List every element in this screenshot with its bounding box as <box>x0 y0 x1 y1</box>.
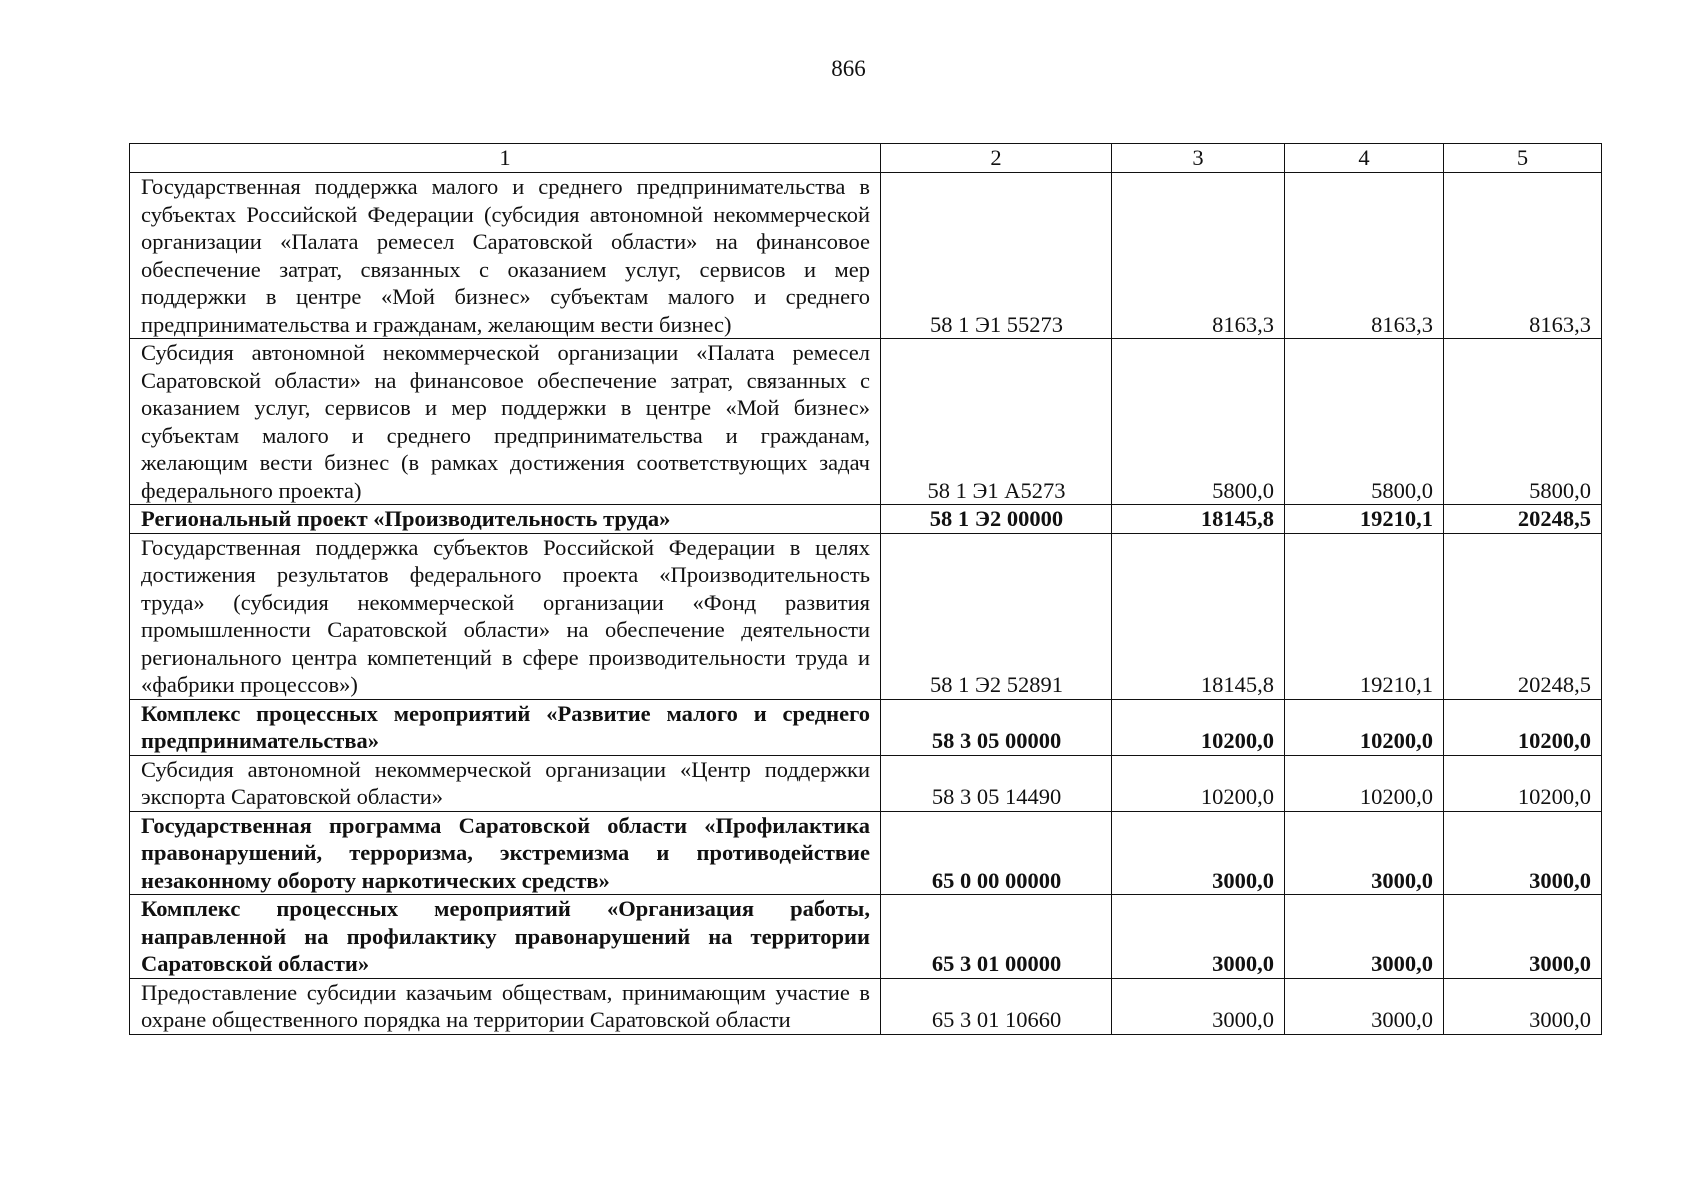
row-value-col4: 5800,0 <box>1285 339 1444 505</box>
row-value-col5: 20248,5 <box>1444 505 1602 534</box>
table-row <box>130 505 1602 534</box>
table-row <box>130 533 1602 699</box>
row-value-col3: 3000,0 <box>1112 895 1285 979</box>
row-value-col5: 8163,3 <box>1444 173 1602 339</box>
page-number: 866 <box>831 56 866 81</box>
column-header-2: 2 <box>881 144 1112 173</box>
row-code-cell: 58 3 05 00000 <box>881 699 1112 755</box>
row-value-col3: 10200,0 <box>1112 699 1285 755</box>
table-row <box>130 173 1602 339</box>
row-code-cell: 58 1 Э2 00000 <box>881 505 1112 534</box>
row-value-col4: 8163,3 <box>1285 173 1444 339</box>
table-row <box>130 699 1602 755</box>
row-code-cell: 58 1 Э2 52891 <box>881 533 1112 699</box>
table-header-row <box>130 144 1602 173</box>
row-value-col4: 19210,1 <box>1285 505 1444 534</box>
table-row <box>130 895 1602 979</box>
row-code-cell: 65 0 00 00000 <box>881 811 1112 895</box>
row-value-col3: 8163,3 <box>1112 173 1285 339</box>
table-row <box>130 339 1602 505</box>
row-value-col3: 18145,8 <box>1112 533 1285 699</box>
row-name-cell: Государственная поддержка субъектов Российской Федерации в целях достижения результатов федерального проекта «Производительность труда» (субсидия некоммерческой организации «Фонд развития промышленности Саратовской области» на обеспечение деятельности регионального центра компетенций в сфере производительности труда и «фабрики процессов») <box>130 533 881 699</box>
column-header-1: 1 <box>130 144 881 173</box>
row-value-col3: 3000,0 <box>1112 978 1285 1034</box>
row-name-cell: Комплекс процессных мероприятий «Организация работы, направленной на профилактику правонарушений на территории Саратовской области» <box>130 895 881 979</box>
table-row <box>130 811 1602 895</box>
row-value-col3: 5800,0 <box>1112 339 1285 505</box>
row-name-cell: Предоставление субсидии казачьим обществам, принимающим участие в охране общественного порядка на территории Саратовской области <box>130 978 881 1034</box>
row-value-col5: 3000,0 <box>1444 811 1602 895</box>
table-row <box>130 978 1602 1034</box>
row-name-cell: Государственная поддержка малого и среднего предпринимательства в субъектах Российской Федерации (субсидия автономной некоммерческой организации «Палата ремесел Саратовской области» на финансовое обеспечение затрат, связанных с оказанием услуг, сервисов и мер поддержки в центре «Мой бизнес» субъектам малого и среднего предпринимательства и гражданам, желающим вести бизнес) <box>130 173 881 339</box>
row-value-col4: 3000,0 <box>1285 895 1444 979</box>
row-value-col4: 3000,0 <box>1285 978 1444 1034</box>
row-name-cell: Государственная программа Саратовской области «Профилактика правонарушений, терроризма, экстремизма и противодействие незаконному обороту наркотических средств» <box>130 811 881 895</box>
row-value-col4: 19210,1 <box>1285 533 1444 699</box>
column-header-3: 3 <box>1112 144 1285 173</box>
row-value-col4: 10200,0 <box>1285 699 1444 755</box>
row-value-col3: 3000,0 <box>1112 811 1285 895</box>
row-name-cell: Субсидия автономной некоммерческой организации «Палата ремесел Саратовской области» на финансовое обеспечение затрат, связанных с оказанием услуг, сервисов и мер поддержки в центре «Мой бизнес» субъектам малого и среднего предпринимательства и гражданам, желающим вести бизнес (в рамках достижения соответствующих задач федерального проекта) <box>130 339 881 505</box>
table-row <box>130 755 1602 811</box>
row-code-cell: 65 3 01 10660 <box>881 978 1112 1034</box>
row-name-cell: Комплекс процессных мероприятий «Развитие малого и среднего предпринимательства» <box>130 699 881 755</box>
row-code-cell: 58 3 05 14490 <box>881 755 1112 811</box>
row-value-col5: 3000,0 <box>1444 978 1602 1034</box>
row-value-col4: 3000,0 <box>1285 811 1444 895</box>
row-code-cell: 65 3 01 00000 <box>881 895 1112 979</box>
row-name-cell: Региональный проект «Производительность труда» <box>130 505 881 534</box>
column-header-5: 5 <box>1444 144 1602 173</box>
row-name-cell: Субсидия автономной некоммерческой организации «Центр поддержки экспорта Саратовской области» <box>130 755 881 811</box>
column-header-4: 4 <box>1285 144 1444 173</box>
row-value-col5: 5800,0 <box>1444 339 1602 505</box>
row-code-cell: 58 1 Э1 55273 <box>881 173 1112 339</box>
budget-table <box>129 143 1602 1035</box>
row-value-col5: 10200,0 <box>1444 699 1602 755</box>
row-value-col5: 10200,0 <box>1444 755 1602 811</box>
row-value-col3: 10200,0 <box>1112 755 1285 811</box>
row-value-col4: 10200,0 <box>1285 755 1444 811</box>
row-value-col5: 3000,0 <box>1444 895 1602 979</box>
row-code-cell: 58 1 Э1 А5273 <box>881 339 1112 505</box>
row-value-col5: 20248,5 <box>1444 533 1602 699</box>
row-value-col3: 18145,8 <box>1112 505 1285 534</box>
